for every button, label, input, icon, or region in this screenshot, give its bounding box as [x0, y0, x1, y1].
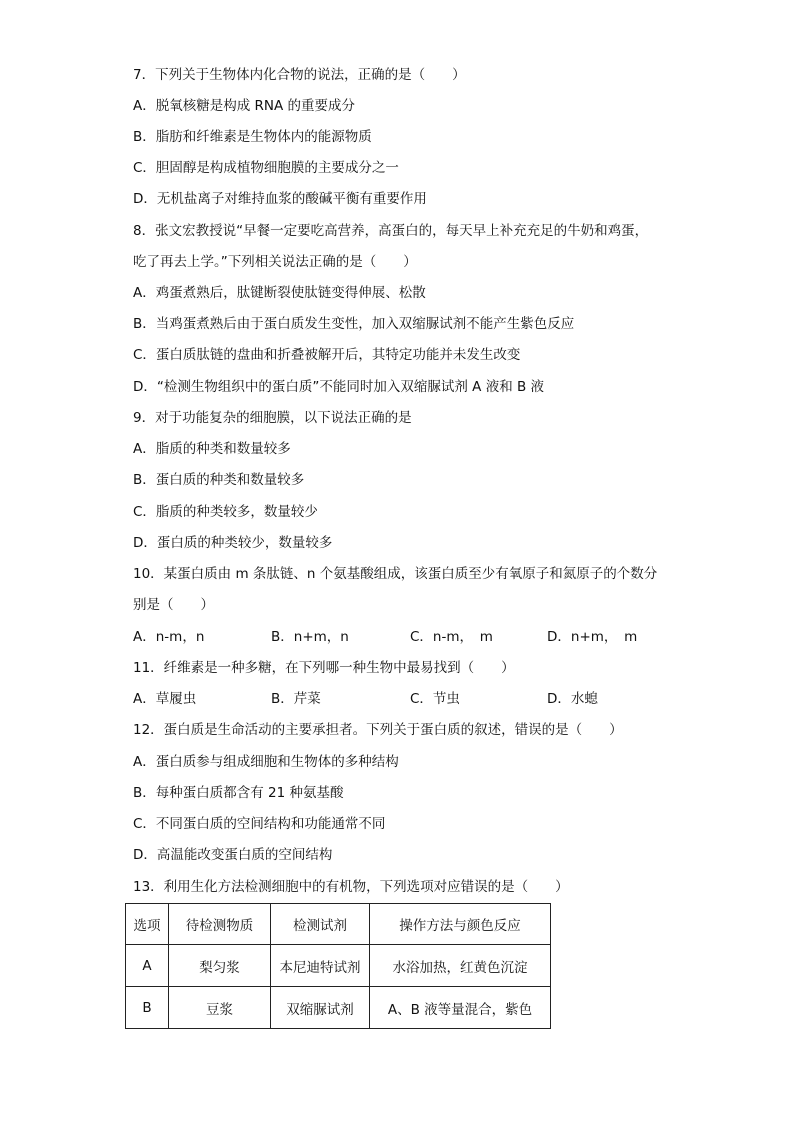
question-8-stem-line2: 吃了再去上学。”下列相关说法正确的是（ ） [133, 254, 417, 270]
question-7-option-a: A．脱氧核糖是构成 RNA 的重要成分 [133, 98, 356, 114]
question-8-option-c: C．蛋白质肽链的盘曲和折叠被解开后，其特定功能并未发生改变 [133, 347, 521, 363]
table-cell: 水浴加热，红黄色沉淀 [370, 945, 551, 987]
table-cell: B [126, 987, 169, 1029]
question-7-option-d: D．无机盐离子对维持血浆的酸碱平衡有重要作用 [133, 191, 427, 207]
question-12-option-d: D．高温能改变蛋白质的空间结构 [133, 847, 333, 863]
question-7-option-c: C．胆固醇是构成植物细胞膜的主要成分之一 [133, 160, 399, 176]
question-9-option-d: D．蛋白质的种类较少，数量较多 [133, 535, 333, 551]
question-8-stem-line1: 8．张文宏教授说“早餐一定要吃高营养，高蛋白的，每天早上补充充足的牛奶和鸡蛋， [133, 223, 649, 239]
question-12-option-c: C．不同蛋白质的空间结构和功能通常不同 [133, 816, 386, 832]
question-12-option-b: B．每种蛋白质都含有 21 种氨基酸 [133, 785, 344, 801]
question-8-option-d: D．“检测生物组织中的蛋白质”不能同时加入双缩脲试剂 A 液和 B 液 [133, 379, 545, 395]
question-11-option-a: A．草履虫 [133, 691, 197, 707]
detection-table [125, 903, 551, 1029]
question-11-option-b: B．芹菜 [271, 691, 321, 707]
question-9-option-a: A．脂质的种类和数量较多 [133, 441, 291, 457]
question-10-stem-line1: 10．某蛋白质由 m 条肽链、n 个氨基酸组成，该蛋白质至少有氧原子和氮原子的个数分 [133, 566, 658, 582]
table-row [126, 945, 551, 987]
table-header-row [126, 904, 551, 945]
table-cell: A [126, 945, 169, 987]
question-11-stem: 11．纤维素是一种多糖，在下列哪一种生物中最易找到（ ） [133, 660, 515, 676]
question-12-option-a: A．蛋白质参与组成细胞和生物体的多种结构 [133, 754, 399, 770]
question-10-option-c: C．n-m， m [410, 629, 493, 645]
table-cell: A、B 液等量混合，紫色 [370, 987, 551, 1029]
table-cell: 豆浆 [169, 987, 271, 1029]
table-header-cell: 操作方法与颜色反应 [370, 904, 551, 945]
table-cell: 梨匀浆 [169, 945, 271, 987]
question-12-stem: 12．蛋白质是生命活动的主要承担者。下列关于蛋白质的叙述，错误的是（ ） [133, 722, 623, 738]
question-11-option-c: C．节虫 [410, 691, 460, 707]
question-7-stem: 7．下列关于生物体内化合物的说法，正确的是（ ） [133, 67, 466, 83]
table-header-cell: 检测试剂 [271, 904, 370, 945]
table-cell: 本尼迪特试剂 [271, 945, 370, 987]
table-header-cell: 选项 [126, 904, 169, 945]
question-9-stem: 9．对于功能复杂的细胞膜，以下说法正确的是 [133, 410, 412, 426]
question-9-option-c: C．脂质的种类较多，数量较少 [133, 504, 318, 520]
table-cell: 双缩脲试剂 [271, 987, 370, 1029]
table-header-cell: 待检测物质 [169, 904, 271, 945]
question-11-option-d: D．水螅 [547, 691, 598, 707]
question-10-option-b: B．n+m，n [271, 629, 349, 645]
question-9-option-b: B．蛋白质的种类和数量较多 [133, 472, 305, 488]
question-13-stem: 13．利用生化方法检测细胞中的有机物，下列选项对应错误的是（ ） [133, 879, 569, 895]
question-8-option-a: A．鸡蛋煮熟后，肽键断裂使肽链变得伸展、松散 [133, 285, 426, 301]
table-row [126, 987, 551, 1029]
question-10-option-a: A．n-m，n [133, 629, 205, 645]
question-7-option-b: B．脂肪和纤维素是生物体内的能源物质 [133, 129, 372, 145]
question-8-option-b: B．当鸡蛋煮熟后由于蛋白质发生变性，加入双缩脲试剂不能产生紫色反应 [133, 316, 575, 332]
question-10-stem-line2: 别是（ ） [133, 597, 214, 613]
question-10-option-d: D．n+m， m [547, 629, 638, 645]
